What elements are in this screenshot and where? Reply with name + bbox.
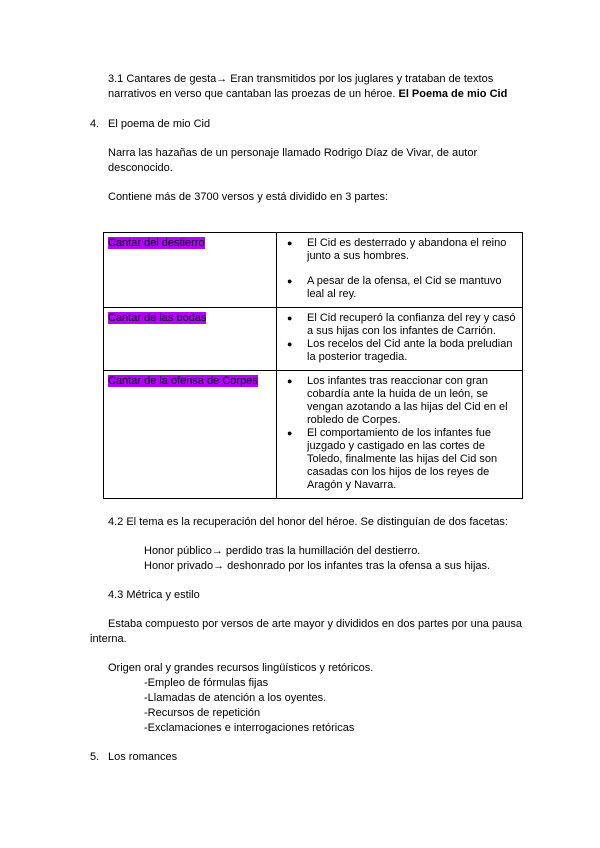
- section-4-3-para-line-1: Estaba compuesto por versos de arte mayor y divididos en dos partes por una pausa: [108, 618, 522, 630]
- table-row: [104, 308, 523, 371]
- table-cell-content: [277, 233, 523, 308]
- table-cell-label: [104, 371, 277, 499]
- list-item: ● El Cid es desterrado y abandona el reino junto a sus hombres.: [287, 237, 518, 263]
- section-4-3-heading: 4.3 Métrica y estilo: [108, 589, 200, 601]
- section-4-2-line: 4.2 El tema es la recuperación del honor del héroe. Se distinguían de dos facetas:: [108, 516, 508, 528]
- list-item: ● El Cid recuperó la confianza del rey y casó a sus hijas con los infantes de Carrión.: [287, 312, 518, 338]
- table-cell-content: [277, 308, 523, 371]
- resource-item: -Llamadas de atención a los oyentes.: [144, 692, 327, 704]
- table-row: [104, 233, 523, 308]
- section-5-heading: Los romances: [108, 751, 178, 763]
- resource-item: -Empleo de fórmulas fijas: [144, 677, 269, 689]
- cantares-table: [103, 232, 523, 499]
- section-4-3-para-line-2: interna.: [90, 633, 127, 645]
- section-3-1-bold-title: El Poema de mio Cid: [398, 88, 508, 100]
- section-3-1-line-2: [108, 87, 507, 101]
- cantar-label: Cantar de las bodas: [108, 312, 207, 324]
- section-3-1-line-1: 3.1 Cantares de gesta→ Eran transmitidos por los juglares y trataban de textos: [108, 73, 494, 85]
- table-cell-label: [104, 233, 277, 308]
- list-item: ● El comportamiento de los infantes fue juzgado y castigado en las cortes de Toledo, finalmente las hijas del Cid son casadas con los hijos de los reyes de Aragón y Navarra.: [287, 427, 518, 492]
- section-5-number: 5.: [90, 751, 100, 763]
- honor-publico: Honor público→ perdido tras la humillación del destierro.: [144, 545, 421, 557]
- table-cell-content: [277, 371, 523, 499]
- resource-item: -Exclamaciones e interrogaciones retóricas: [144, 722, 355, 734]
- table-row: [104, 371, 523, 499]
- section-4-heading: El poema de mio Cid: [108, 118, 211, 130]
- honor-privado: Honor privado→ deshonrado por los infantes tras la ofensa a sus hijas.: [144, 560, 491, 572]
- list-item: ● A pesar de la ofensa, el Cid se mantuvo leal al rey.: [287, 275, 518, 301]
- table-cell-label: [104, 308, 277, 371]
- section-4-number: 4.: [90, 118, 100, 130]
- section-4-intro-line-2: desconocido.: [108, 162, 173, 174]
- section-3-1-text: narrativos en verso que cantaban las proezas de un héroe.: [108, 88, 396, 100]
- cantar-label: Cantar de la ofensa de Corpes: [108, 375, 258, 387]
- section-4-intro-line-1: Narra las hazañas de un personaje llamado Rodrigo Díaz de Vivar, de autor: [108, 147, 478, 159]
- section-4-intro-line-3: Contiene más de 3700 versos y está dividido en 3 partes:: [108, 191, 389, 203]
- cantar-label: Cantar del destierro: [108, 237, 205, 249]
- section-4-3-origin: Origen oral y grandes recursos lingüísticos y retóricos.: [108, 662, 374, 674]
- list-item: ● Los infantes tras reaccionar con gran cobardía ante la huida de un león, se vengan azotando a las hijas del Cid en el robledo de Corpes.: [287, 375, 518, 427]
- resource-item: -Recursos de repetición: [144, 707, 261, 719]
- list-item: ● Los recelos del Cid ante la boda preludian la posterior tragedia.: [287, 338, 518, 364]
